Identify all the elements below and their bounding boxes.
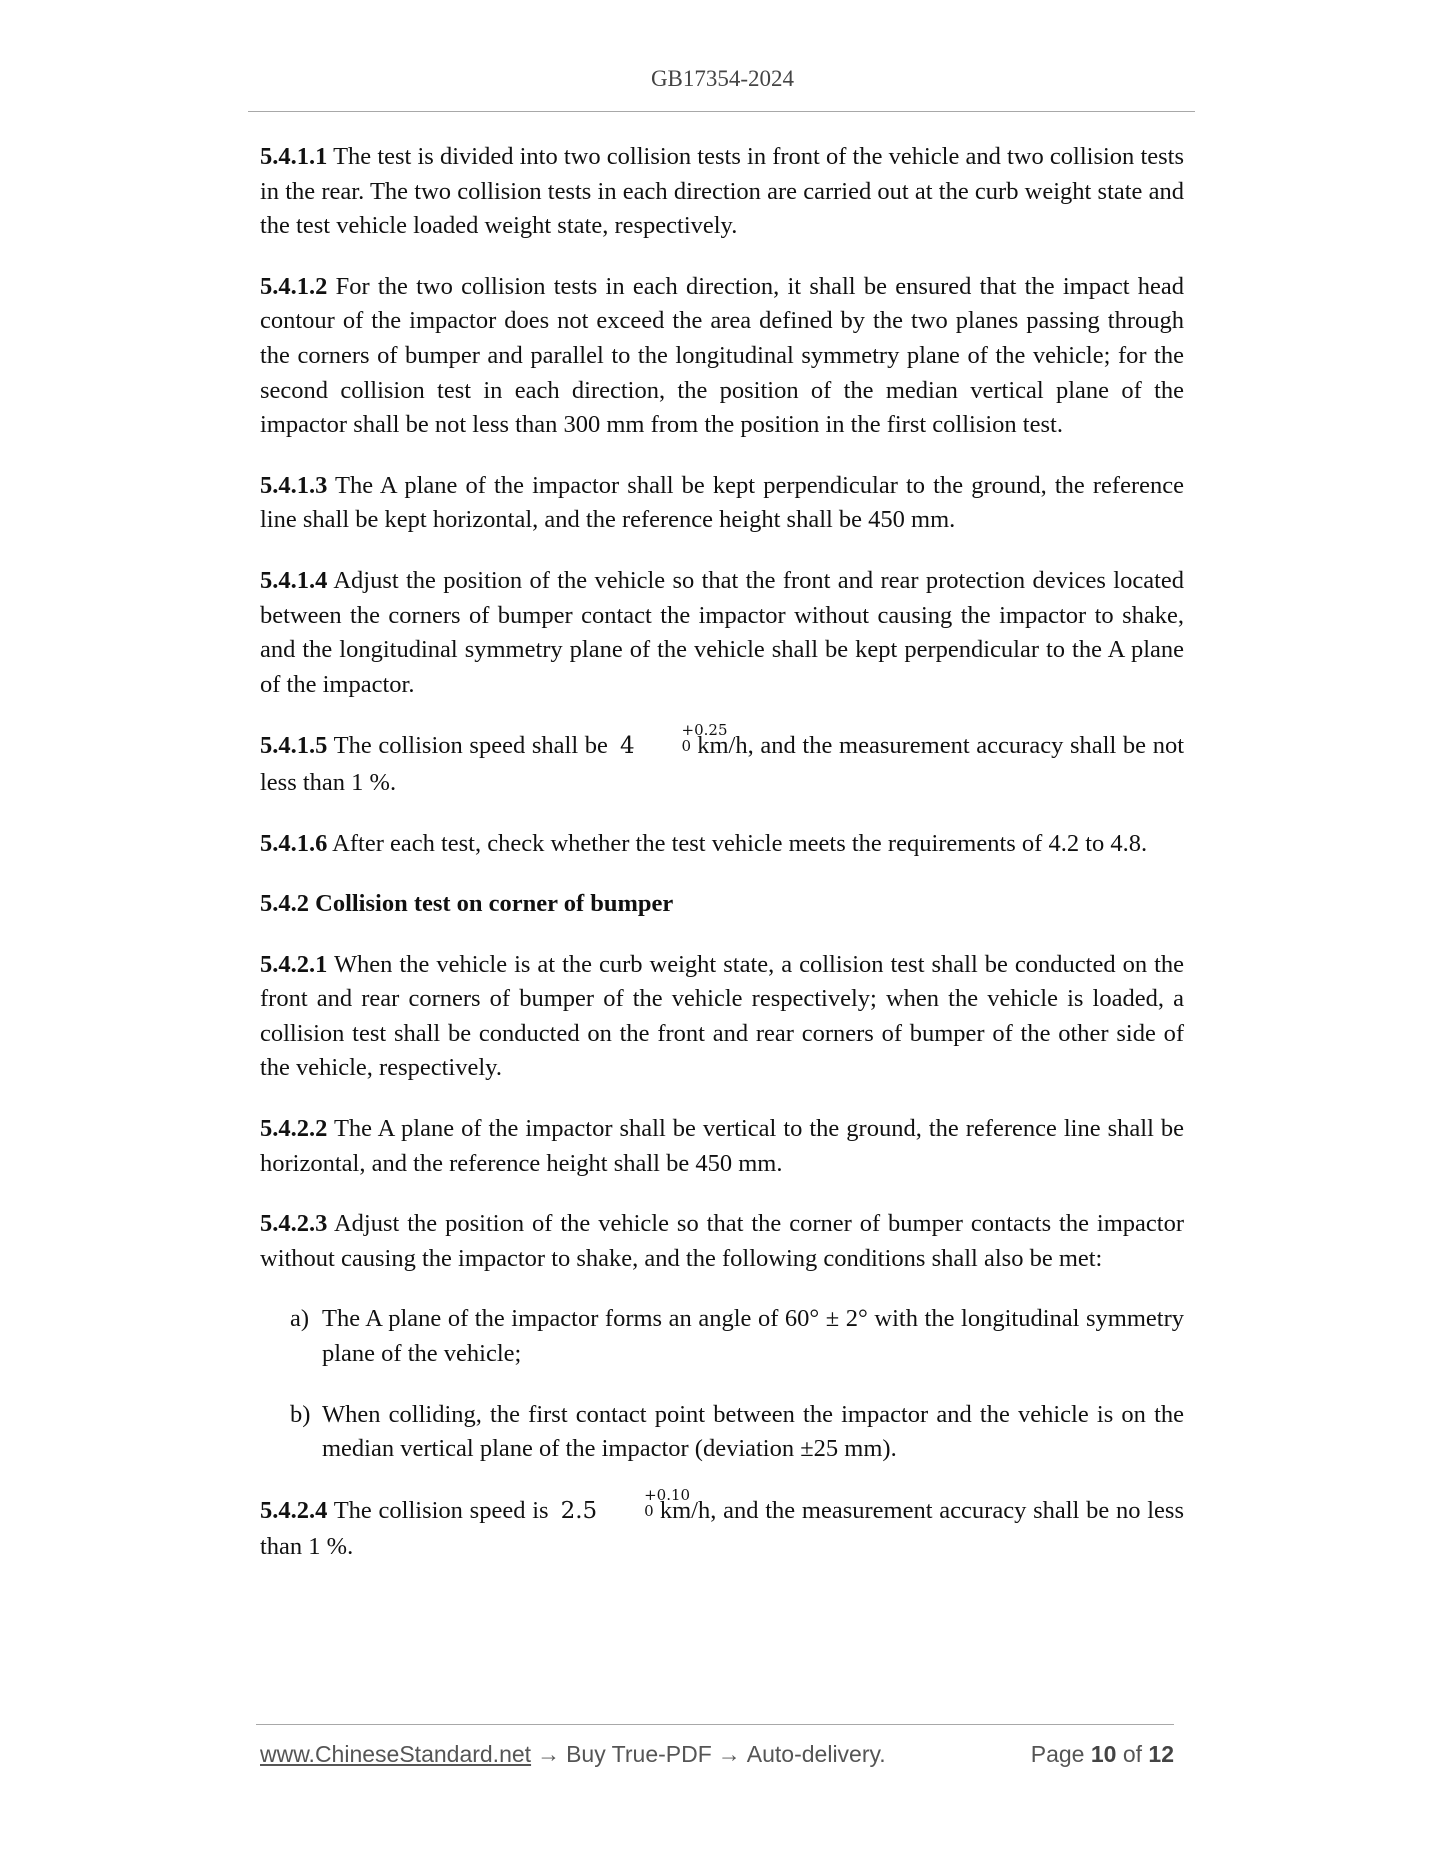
tolerance-upper: +0.25	[681, 721, 728, 740]
list-item-text: When colliding, the first contact point between the impactor and the vehicle is on the median vertical plane of the impactor (deviation ±25 mm).	[322, 1400, 1184, 1463]
list-marker: b)	[290, 1400, 311, 1428]
document-body	[260, 140, 1184, 1591]
clause-5-4-1-2	[260, 270, 1184, 443]
clause-number: 5.4.2.2	[260, 1115, 328, 1143]
clause-number: 5.4.1.1	[260, 143, 328, 170]
header-divider	[248, 111, 1195, 112]
tolerance-upper: +0.10	[644, 1485, 691, 1504]
clause-number: 5.4.1.4	[260, 566, 328, 594]
speed-tolerance	[560, 1485, 691, 1531]
footer-divider	[256, 1724, 1174, 1725]
page-label: Page	[1030, 1741, 1085, 1767]
clause-5-4-1-5	[260, 721, 1185, 800]
clause-5-4-2-2	[260, 1112, 1184, 1181]
clause-number: 5.4.1.5	[260, 732, 328, 760]
clause-text: Adjust the position of the vehicle so that the corner of bumper contacts the impactor without causing the impactor to shake, and the following conditions shall also be met:	[260, 1210, 1184, 1272]
clause-number: 5.4.2.4	[260, 1496, 328, 1524]
auto-delivery-text: Auto-delivery.	[746, 1741, 886, 1767]
header-title: GB17354-2024	[650, 66, 795, 91]
of-label: of	[1122, 1741, 1143, 1767]
clause-5-4-2-3	[260, 1207, 1184, 1276]
clause-number: 5.4.2.3	[260, 1210, 328, 1238]
clause-5-4-1-1	[260, 140, 1184, 244]
page-number: 10	[1090, 1741, 1117, 1767]
tolerance-lower: 0	[681, 737, 692, 756]
clause-text: When the vehicle is at the curb weight state, a collision test shall be conducted on the front and rear corners of bumper of the vehicle respectively; when the vehicle is loaded, a collision test shall be conducted on the front and rear corners of bumper of the other side of the vehicle, respectively.	[260, 950, 1184, 1082]
clause-number: 5.4.1.2	[260, 272, 328, 300]
clause-number: 5.4.1.6	[260, 829, 328, 857]
page-indicator	[1031, 1741, 1174, 1768]
page-total: 12	[1148, 1741, 1174, 1767]
list-item-text: The A plane of the impactor forms an angle of 60° ± 2° with the longitudinal symmetry plane of the vehicle;	[322, 1305, 1184, 1368]
clause-text-continued: km/h, and the measurement accuracy shall be not less than 1 %.	[260, 732, 1185, 796]
footer-promo	[260, 1741, 886, 1768]
list-marker: a)	[290, 1305, 310, 1333]
clause-text-continued: km/h, and the measurement accuracy shall be no less than 1 %.	[260, 1496, 1184, 1561]
clause-text: The A plane of the impactor shall be vertical to the ground, the reference line shall be horizontal, and the reference height shall be 450 mm.	[260, 1115, 1184, 1177]
list-item	[260, 1302, 1184, 1371]
clause-text: The test is divided into two collision tests in front of the vehicle and two collision tests in the rear. The two collision tests in each direction are carried out at the curb weight state and the test vehicle loaded weight state, respectively.	[260, 143, 1185, 240]
website-link[interactable]: www.ChineseStandard.net	[260, 1741, 532, 1767]
clause-text: Adjust the position of the vehicle so that the front and rear protection devices located between the corners of bumper contact the impactor without causing the impactor to shake, and the longitudinal symmetry plane of the vehicle shall be kept perpendicular to the A plane of the impactor.	[260, 566, 1184, 698]
clause-text: The A plane of the impactor shall be kept perpendicular to the ground, the reference line shall be kept horizontal, and the reference height shall be 450 mm.	[260, 471, 1184, 534]
tolerance-lower: 0	[644, 1501, 654, 1520]
clause-5-4-1-3	[260, 469, 1184, 538]
clause-5-4-1-6	[260, 827, 1184, 862]
clause-5-4-1-4	[260, 564, 1184, 702]
list-item	[260, 1398, 1184, 1467]
arrow-right-icon: →	[537, 1741, 561, 1767]
arrow-right-icon: →	[717, 1741, 741, 1767]
tolerance-base: 2.5	[560, 1497, 598, 1524]
clause-number: 5.4.1.3	[260, 471, 328, 499]
section-heading-5-4-2: 5.4.2 Collision test on corner of bumper	[260, 890, 674, 918]
clause-text: After each test, check whether the test vehicle meets the requirements of 4.2 to 4.8.	[332, 829, 1148, 857]
buy-pdf-text: Buy True-PDF	[566, 1741, 712, 1767]
clause-number: 5.4.2.1	[260, 950, 328, 978]
speed-tolerance	[619, 721, 728, 766]
clause-5-4-2-1	[260, 948, 1184, 1086]
clause-text: The collision speed shall be	[333, 732, 608, 760]
clause-5-4-2-4	[260, 1485, 1184, 1565]
clause-text: The collision speed is	[333, 1496, 549, 1524]
tolerance-base: 4	[619, 733, 635, 760]
clause-text: For the two collision tests in each direction, it shall be ensured that the impact head contour of the impactor does not exceed the area defined by the two planes passing through the corners of bumper and parallel to the longitudinal symmetry plane of the vehicle; for the second collision test in each direction, the position of the median vertical plane of the impactor shall be not less than 300 mm from the position in the first collision test.	[260, 272, 1185, 439]
